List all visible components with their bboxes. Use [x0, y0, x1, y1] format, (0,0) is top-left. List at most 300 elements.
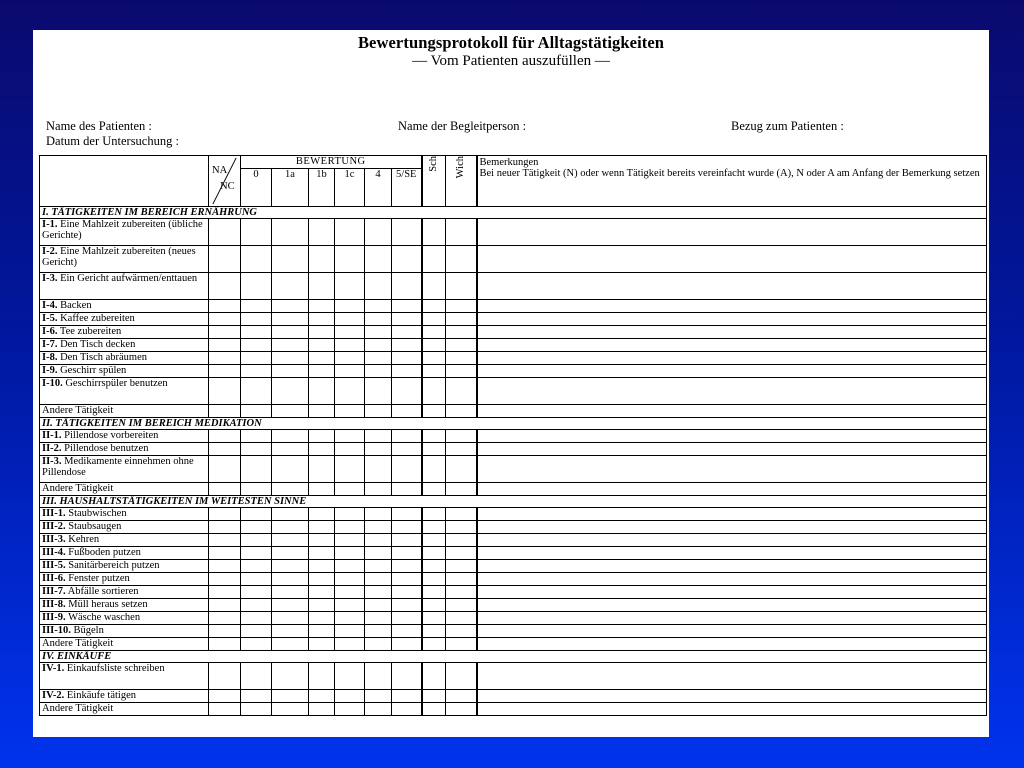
- wich-cell[interactable]: [446, 599, 477, 612]
- rating-cell[interactable]: [335, 547, 365, 560]
- sch-cell[interactable]: [422, 378, 446, 405]
- rating-cell[interactable]: [309, 339, 335, 352]
- remarks-cell[interactable]: [477, 326, 987, 339]
- remarks-cell[interactable]: [477, 300, 987, 313]
- wich-cell[interactable]: [446, 625, 477, 638]
- na-nc-cell[interactable]: [209, 219, 241, 246]
- rating-cell[interactable]: [365, 638, 392, 651]
- rating-cell[interactable]: [392, 405, 422, 418]
- rating-cell[interactable]: [365, 534, 392, 547]
- remarks-cell[interactable]: [477, 625, 987, 638]
- rating-cell[interactable]: [241, 560, 272, 573]
- na-nc-cell[interactable]: [209, 313, 241, 326]
- rating-cell[interactable]: [365, 365, 392, 378]
- rating-cell[interactable]: [392, 246, 422, 273]
- rating-cell[interactable]: [241, 405, 272, 418]
- wich-cell[interactable]: [446, 365, 477, 378]
- rating-cell[interactable]: [272, 573, 309, 586]
- sch-cell[interactable]: [422, 703, 446, 716]
- rating-cell[interactable]: [392, 560, 422, 573]
- remarks-cell[interactable]: [477, 521, 987, 534]
- rating-cell[interactable]: [392, 483, 422, 496]
- wich-cell[interactable]: [446, 560, 477, 573]
- rating-cell[interactable]: [309, 405, 335, 418]
- rating-cell[interactable]: [241, 586, 272, 599]
- wich-header: [446, 156, 477, 207]
- rating-cell[interactable]: [272, 586, 309, 599]
- rating-cell[interactable]: [392, 430, 422, 443]
- wich-cell[interactable]: [446, 300, 477, 313]
- rating-cell[interactable]: [241, 352, 272, 365]
- sch-cell[interactable]: [422, 339, 446, 352]
- rating-cell[interactable]: [241, 638, 272, 651]
- rating-cell[interactable]: [272, 521, 309, 534]
- rating-cell[interactable]: [335, 219, 365, 246]
- sch-cell[interactable]: [422, 405, 446, 418]
- na-nc-cell[interactable]: [209, 405, 241, 418]
- activity-label: Ein Gericht aufwärmen/enttauen: [60, 273, 198, 284]
- remarks-cell[interactable]: [477, 573, 987, 586]
- rating-cell[interactable]: [365, 508, 392, 521]
- rating-cell[interactable]: [309, 352, 335, 365]
- rating-cell[interactable]: [335, 573, 365, 586]
- rating-cell[interactable]: [241, 326, 272, 339]
- rating-cell[interactable]: [241, 663, 272, 690]
- sch-cell[interactable]: [422, 560, 446, 573]
- rating-cell[interactable]: [241, 599, 272, 612]
- rating-cell[interactable]: [392, 599, 422, 612]
- rating-cell[interactable]: [309, 625, 335, 638]
- na-nc-cell[interactable]: [209, 521, 241, 534]
- sch-cell[interactable]: [422, 430, 446, 443]
- sch-cell[interactable]: [422, 443, 446, 456]
- rating-cell[interactable]: [272, 612, 309, 625]
- section-title: IV. EINKÄUFE: [40, 651, 987, 663]
- rating-cell[interactable]: [241, 300, 272, 313]
- wich-cell[interactable]: [446, 430, 477, 443]
- wich-cell[interactable]: [446, 573, 477, 586]
- rating-cell[interactable]: [335, 405, 365, 418]
- rating-cell[interactable]: [335, 352, 365, 365]
- rating-cell[interactable]: [272, 599, 309, 612]
- rating-cell[interactable]: [309, 273, 335, 300]
- sch-cell[interactable]: [422, 638, 446, 651]
- remarks-cell[interactable]: [477, 703, 987, 716]
- wich-cell[interactable]: [446, 521, 477, 534]
- rating-cell[interactable]: [272, 365, 309, 378]
- rating-cell[interactable]: [335, 273, 365, 300]
- rating-cell[interactable]: [241, 246, 272, 273]
- rating-cell[interactable]: [241, 690, 272, 703]
- sch-cell[interactable]: [422, 521, 446, 534]
- rating-cell[interactable]: [241, 534, 272, 547]
- rating-cell[interactable]: [241, 703, 272, 716]
- rating-cell[interactable]: [309, 547, 335, 560]
- activity-label: Andere Tätigkeit: [42, 703, 114, 714]
- rating-cell[interactable]: [309, 612, 335, 625]
- rating-cell[interactable]: [365, 339, 392, 352]
- rating-cell[interactable]: [365, 612, 392, 625]
- remarks-cell[interactable]: [477, 246, 987, 273]
- rating-cell[interactable]: [392, 638, 422, 651]
- wich-cell[interactable]: [446, 405, 477, 418]
- rating-cell[interactable]: [241, 365, 272, 378]
- sch-cell[interactable]: [422, 300, 446, 313]
- rating-cell[interactable]: [392, 521, 422, 534]
- rating-cell[interactable]: [309, 313, 335, 326]
- rating-cell[interactable]: [272, 313, 309, 326]
- rating-cell[interactable]: [392, 456, 422, 483]
- rating-cell[interactable]: [335, 663, 365, 690]
- sch-cell[interactable]: [422, 663, 446, 690]
- rating-cell[interactable]: [272, 534, 309, 547]
- rating-cell[interactable]: [365, 456, 392, 483]
- rating-cell[interactable]: [392, 273, 422, 300]
- remarks-cell[interactable]: [477, 430, 987, 443]
- remarks-cell[interactable]: [477, 547, 987, 560]
- remarks-cell[interactable]: [477, 599, 987, 612]
- rating-cell[interactable]: [392, 219, 422, 246]
- remarks-cell[interactable]: [477, 405, 987, 418]
- rating-cell[interactable]: [309, 599, 335, 612]
- rating-cell[interactable]: [335, 483, 365, 496]
- rating-cell[interactable]: [335, 443, 365, 456]
- na-nc-cell[interactable]: [209, 378, 241, 405]
- sch-cell[interactable]: [422, 365, 446, 378]
- na-nc-cell[interactable]: [209, 456, 241, 483]
- wich-cell[interactable]: [446, 219, 477, 246]
- remarks-cell[interactable]: [477, 586, 987, 599]
- wich-cell[interactable]: [446, 378, 477, 405]
- activity-label: Einkaufsliste schreiben: [66, 663, 165, 674]
- sch-cell[interactable]: [422, 599, 446, 612]
- remarks-cell[interactable]: [477, 638, 987, 651]
- rating-cell[interactable]: [392, 326, 422, 339]
- remarks-cell[interactable]: [477, 534, 987, 547]
- remarks-cell[interactable]: [477, 219, 987, 246]
- sch-cell[interactable]: [422, 326, 446, 339]
- rating-cell[interactable]: [335, 456, 365, 483]
- rating-cell[interactable]: [365, 300, 392, 313]
- na-nc-cell[interactable]: [209, 300, 241, 313]
- rating-cell[interactable]: [392, 339, 422, 352]
- rating-cell[interactable]: [335, 508, 365, 521]
- sch-cell[interactable]: [422, 690, 446, 703]
- rating-cell[interactable]: [272, 547, 309, 560]
- rating-cell[interactable]: [272, 378, 309, 405]
- rating-cell[interactable]: [309, 483, 335, 496]
- rating-cell[interactable]: [365, 547, 392, 560]
- na-nc-cell[interactable]: [209, 560, 241, 573]
- rating-cell[interactable]: [392, 443, 422, 456]
- rating-cell[interactable]: [335, 365, 365, 378]
- rating-cell[interactable]: [365, 586, 392, 599]
- remarks-cell[interactable]: [477, 508, 987, 521]
- rating-cell[interactable]: [335, 521, 365, 534]
- table-row: [40, 547, 987, 560]
- rating-cell[interactable]: [241, 483, 272, 496]
- rating-cell[interactable]: [309, 246, 335, 273]
- rating-cell[interactable]: [335, 246, 365, 273]
- wich-cell[interactable]: [446, 339, 477, 352]
- rating-cell[interactable]: [392, 352, 422, 365]
- rating-cell[interactable]: [272, 483, 309, 496]
- rating-cell[interactable]: [309, 521, 335, 534]
- rating-cell[interactable]: [309, 326, 335, 339]
- sch-cell[interactable]: [422, 534, 446, 547]
- sch-cell[interactable]: [422, 219, 446, 246]
- rating-cell[interactable]: [335, 625, 365, 638]
- wich-cell[interactable]: [446, 246, 477, 273]
- na-nc-cell[interactable]: [209, 612, 241, 625]
- rating-cell[interactable]: [272, 508, 309, 521]
- rating-cell[interactable]: [392, 313, 422, 326]
- na-nc-cell[interactable]: [209, 443, 241, 456]
- rating-cell[interactable]: [272, 300, 309, 313]
- rating-cell[interactable]: [272, 273, 309, 300]
- remarks-cell[interactable]: [477, 560, 987, 573]
- rating-cell[interactable]: [392, 378, 422, 405]
- activity-cell: [40, 521, 209, 534]
- rating-cell[interactable]: [365, 352, 392, 365]
- wich-cell[interactable]: [446, 456, 477, 483]
- rating-cell[interactable]: [365, 560, 392, 573]
- rating-cell[interactable]: [241, 573, 272, 586]
- remarks-cell[interactable]: [477, 378, 987, 405]
- rating-cell[interactable]: [365, 273, 392, 300]
- rating-cell[interactable]: [335, 599, 365, 612]
- wich-cell[interactable]: [446, 508, 477, 521]
- wich-cell[interactable]: [446, 547, 477, 560]
- remarks-cell[interactable]: [477, 352, 987, 365]
- wich-cell[interactable]: [446, 703, 477, 716]
- rating-cell[interactable]: [309, 560, 335, 573]
- rating-cell[interactable]: [241, 313, 272, 326]
- rating-cell[interactable]: [335, 378, 365, 405]
- rating-cell[interactable]: [392, 625, 422, 638]
- wich-cell[interactable]: [446, 534, 477, 547]
- rating-cell[interactable]: [272, 326, 309, 339]
- rating-cell[interactable]: [272, 443, 309, 456]
- rating-cell[interactable]: [241, 273, 272, 300]
- rating-cell[interactable]: [335, 300, 365, 313]
- remarks-cell[interactable]: [477, 690, 987, 703]
- na-nc-cell[interactable]: [209, 246, 241, 273]
- sch-cell[interactable]: [422, 313, 446, 326]
- wich-cell[interactable]: [446, 352, 477, 365]
- wich-cell[interactable]: [446, 313, 477, 326]
- rating-cell[interactable]: [335, 586, 365, 599]
- rating-cell[interactable]: [392, 690, 422, 703]
- rating-cell[interactable]: [309, 586, 335, 599]
- remarks-cell[interactable]: [477, 456, 987, 483]
- rating-cell[interactable]: [365, 703, 392, 716]
- rating-cell[interactable]: [392, 612, 422, 625]
- sch-cell[interactable]: [422, 625, 446, 638]
- rating-cell[interactable]: [272, 560, 309, 573]
- na-nc-cell[interactable]: [209, 547, 241, 560]
- rating-cell[interactable]: [309, 508, 335, 521]
- remarks-cell[interactable]: [477, 339, 987, 352]
- na-nc-cell[interactable]: [209, 273, 241, 300]
- rating-cell[interactable]: [365, 313, 392, 326]
- rating-cell[interactable]: [365, 599, 392, 612]
- activity-label: Fußboden putzen: [68, 547, 141, 558]
- rating-cell[interactable]: [365, 573, 392, 586]
- rating-cell[interactable]: [309, 663, 335, 690]
- rating-cell[interactable]: [309, 534, 335, 547]
- remarks-cell[interactable]: [477, 273, 987, 300]
- rating-cell[interactable]: [392, 663, 422, 690]
- rating-cell[interactable]: [241, 443, 272, 456]
- sch-cell[interactable]: [422, 612, 446, 625]
- rating-cell[interactable]: [365, 521, 392, 534]
- wich-cell[interactable]: [446, 612, 477, 625]
- rating-cell[interactable]: [309, 573, 335, 586]
- rating-cell[interactable]: [309, 443, 335, 456]
- rating-cell[interactable]: [272, 339, 309, 352]
- rating-cell[interactable]: [365, 219, 392, 246]
- rating-cell[interactable]: [335, 313, 365, 326]
- rating-cell[interactable]: [365, 663, 392, 690]
- rating-cell[interactable]: [335, 690, 365, 703]
- rating-cell[interactable]: [241, 547, 272, 560]
- na-nc-cell[interactable]: [209, 339, 241, 352]
- rating-cell[interactable]: [272, 625, 309, 638]
- rating-cell[interactable]: [392, 508, 422, 521]
- rating-cell[interactable]: [272, 703, 309, 716]
- rating-cell[interactable]: [272, 352, 309, 365]
- rating-cell[interactable]: [309, 690, 335, 703]
- rating-cell[interactable]: [365, 430, 392, 443]
- rating-cell[interactable]: [392, 547, 422, 560]
- rating-cell[interactable]: [241, 339, 272, 352]
- wich-cell[interactable]: [446, 326, 477, 339]
- rating-cell[interactable]: [309, 219, 335, 246]
- na-nc-cell[interactable]: [209, 326, 241, 339]
- na-nc-cell[interactable]: [209, 586, 241, 599]
- rating-cell[interactable]: [309, 378, 335, 405]
- wich-cell[interactable]: [446, 690, 477, 703]
- wich-cell[interactable]: [446, 443, 477, 456]
- rating-cell[interactable]: [365, 246, 392, 273]
- rating-cell[interactable]: [241, 521, 272, 534]
- rating-cell[interactable]: [309, 430, 335, 443]
- table-row: [40, 246, 987, 273]
- sch-cell[interactable]: [422, 573, 446, 586]
- remarks-cell[interactable]: [477, 483, 987, 496]
- remarks-cell[interactable]: [477, 443, 987, 456]
- sch-cell[interactable]: [422, 483, 446, 496]
- rating-cell[interactable]: [365, 625, 392, 638]
- sch-cell[interactable]: [422, 547, 446, 560]
- sch-cell[interactable]: [422, 508, 446, 521]
- activity-cell: [40, 663, 209, 690]
- sch-cell[interactable]: [422, 586, 446, 599]
- na-nc-cell[interactable]: [209, 638, 241, 651]
- na-nc-cell[interactable]: [209, 625, 241, 638]
- na-nc-cell[interactable]: [209, 663, 241, 690]
- rating-cell[interactable]: [241, 456, 272, 483]
- rating-cell[interactable]: [392, 365, 422, 378]
- rating-cell[interactable]: [309, 456, 335, 483]
- rating-cell[interactable]: [241, 378, 272, 405]
- rating-cell[interactable]: [365, 443, 392, 456]
- rating-cell[interactable]: [335, 534, 365, 547]
- na-nc-cell[interactable]: [209, 599, 241, 612]
- rating-cell[interactable]: [335, 430, 365, 443]
- rating-cell[interactable]: [272, 638, 309, 651]
- remarks-cell[interactable]: [477, 313, 987, 326]
- wich-cell[interactable]: [446, 586, 477, 599]
- remarks-cell[interactable]: [477, 663, 987, 690]
- wich-cell[interactable]: [446, 273, 477, 300]
- rating-cell[interactable]: [365, 483, 392, 496]
- sch-cell[interactable]: [422, 246, 446, 273]
- rating-cell[interactable]: [309, 300, 335, 313]
- rating-cell[interactable]: [365, 690, 392, 703]
- rating-cell[interactable]: [272, 690, 309, 703]
- sch-cell[interactable]: [422, 273, 446, 300]
- rating-cell[interactable]: [392, 300, 422, 313]
- rating-cell[interactable]: [241, 625, 272, 638]
- na-nc-cell[interactable]: [209, 573, 241, 586]
- rating-cell[interactable]: [392, 586, 422, 599]
- na-nc-cell[interactable]: [209, 690, 241, 703]
- na-nc-cell[interactable]: [209, 508, 241, 521]
- na-nc-cell[interactable]: [209, 534, 241, 547]
- rating-cell[interactable]: [272, 405, 309, 418]
- rating-cell[interactable]: [241, 430, 272, 443]
- wich-cell[interactable]: [446, 638, 477, 651]
- na-nc-cell[interactable]: [209, 365, 241, 378]
- wich-cell[interactable]: [446, 483, 477, 496]
- rating-cell[interactable]: [392, 534, 422, 547]
- rating-cell[interactable]: [309, 703, 335, 716]
- rating-cell[interactable]: [272, 456, 309, 483]
- rating-cell[interactable]: [241, 612, 272, 625]
- rating-cell[interactable]: [309, 638, 335, 651]
- remarks-cell[interactable]: [477, 612, 987, 625]
- rating-cell[interactable]: [272, 430, 309, 443]
- sch-cell[interactable]: [422, 352, 446, 365]
- rating-cell[interactable]: [392, 703, 422, 716]
- rating-cell[interactable]: [335, 703, 365, 716]
- na-nc-cell[interactable]: [209, 483, 241, 496]
- rating-cell[interactable]: [335, 326, 365, 339]
- rating-cell[interactable]: [365, 405, 392, 418]
- rating-cell[interactable]: [365, 326, 392, 339]
- na-nc-cell[interactable]: [209, 352, 241, 365]
- rating-cell[interactable]: [365, 378, 392, 405]
- rating-cell[interactable]: [392, 573, 422, 586]
- sch-cell[interactable]: [422, 456, 446, 483]
- rating-cell[interactable]: [241, 508, 272, 521]
- wich-cell[interactable]: [446, 663, 477, 690]
- rating-cell[interactable]: [335, 339, 365, 352]
- na-nc-cell[interactable]: [209, 430, 241, 443]
- rating-cell[interactable]: [272, 219, 309, 246]
- rating-cell[interactable]: [335, 638, 365, 651]
- rating-cell[interactable]: [272, 246, 309, 273]
- rating-cell[interactable]: [335, 560, 365, 573]
- rating-cell[interactable]: [335, 612, 365, 625]
- rating-cell[interactable]: [309, 365, 335, 378]
- na-nc-cell[interactable]: [209, 703, 241, 716]
- rating-cell[interactable]: [272, 663, 309, 690]
- remarks-cell[interactable]: [477, 365, 987, 378]
- rating-cell[interactable]: [241, 219, 272, 246]
